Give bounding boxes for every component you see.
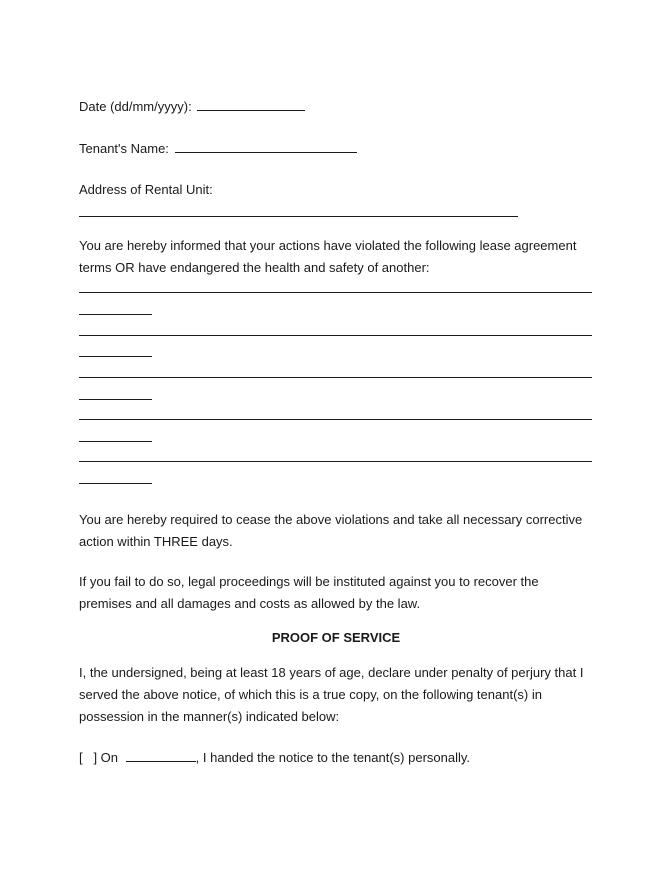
date-label: Date (dd/mm/yyyy): (79, 99, 192, 114)
service-checkbox[interactable]: [ ] On (79, 750, 119, 765)
consequence-paragraph (79, 571, 599, 615)
tenant-name-label: Tenant's Name: (79, 141, 169, 156)
violation-blank-long-4[interactable] (79, 419, 592, 420)
violation-blank-long-3[interactable] (79, 377, 592, 378)
violation-line-1: You are hereby informed that your actions have violated the following lease agreement (79, 238, 577, 253)
violation-line-2: terms OR have endangered the health and safety of another: (79, 260, 430, 275)
proof-line-2: served the above notice, of which this is a true copy, on the following tenant(s) in (79, 687, 542, 702)
violation-blank-short-2[interactable] (79, 356, 152, 357)
proof-line-3: possession in the manner(s) indicated below: (79, 709, 340, 724)
service-option-text: , I handed the notice to the tenant(s) personally. (195, 750, 471, 765)
violation-blank-short-5[interactable] (79, 483, 152, 484)
cease-line-2: action within THREE days. (79, 534, 233, 549)
date-field (79, 98, 305, 115)
address-label: Address of Rental Unit: (79, 182, 213, 197)
consequence-line-1: If you fail to do so, legal proceedings will be instituted against you to recover the (79, 574, 539, 589)
service-option-personal (79, 749, 470, 766)
violation-blank-long-1[interactable] (79, 292, 592, 293)
proof-of-service-heading: PROOF OF SERVICE (271, 630, 401, 645)
violation-paragraph (79, 235, 599, 279)
violation-blank-long-2[interactable] (79, 335, 592, 336)
proof-line-1: I, the undersigned, being at least 18 years of age, declare under penalty of perjury that I (79, 665, 584, 680)
address-blank[interactable] (79, 216, 518, 217)
tenant-name-blank[interactable] (175, 140, 357, 153)
tenant-name-field (79, 140, 357, 157)
violation-blank-short-1[interactable] (79, 314, 152, 315)
date-blank[interactable] (197, 98, 305, 111)
service-date-blank[interactable] (126, 749, 196, 762)
proof-paragraph (79, 662, 599, 728)
violation-blank-short-4[interactable] (79, 441, 152, 442)
cease-paragraph (79, 509, 599, 553)
violation-blank-short-3[interactable] (79, 399, 152, 400)
consequence-line-2: premises and all damages and costs as allowed by the law. (79, 596, 421, 611)
violation-blank-long-5[interactable] (79, 461, 592, 462)
cease-line-1: You are hereby required to cease the above violations and take all necessary corrective (79, 512, 583, 527)
